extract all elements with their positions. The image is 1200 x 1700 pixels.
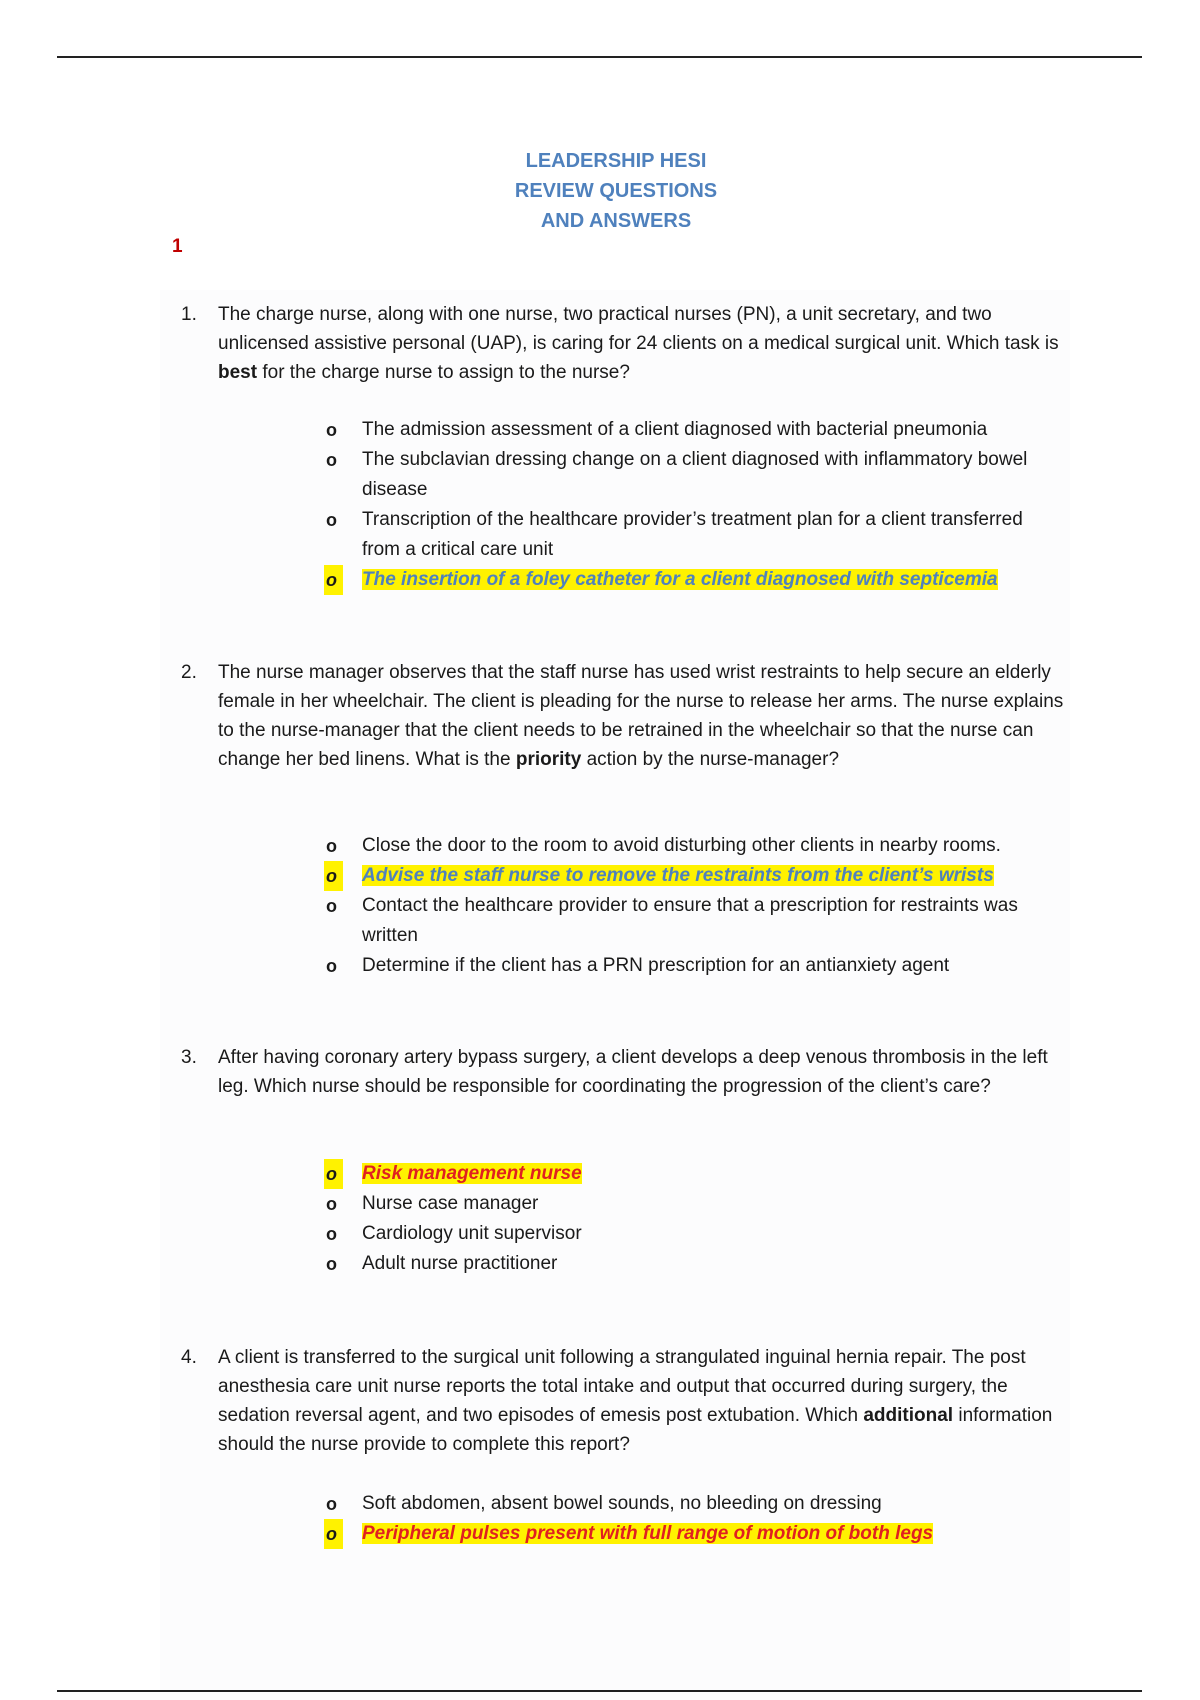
option-a[interactable] [326,1489,1066,1519]
bullet-icon: o [326,956,337,976]
question-text [218,300,1068,387]
bottom-rule [57,1690,1142,1692]
question-keyword: best [218,362,258,383]
bullet-icon: o [326,450,337,470]
question-3-options [326,1159,1066,1279]
option-text: Nurse case manager [362,1193,539,1214]
question-text-pre: The charge nurse, along with one nurse, two practical nurses (PN), a unit secretary, and two unlicensed assistive personal (UAP), is caring for 24 clients on a medical surgical unit. Which task is [218,304,1059,354]
bullet-icon: o [324,565,343,595]
option-text: Contact the healthcare provider to ensure that a prescription for restraints was written [362,895,1018,946]
option-a[interactable] [326,831,1066,861]
option-b-correct[interactable] [326,1519,1066,1549]
option-d[interactable] [326,951,1066,981]
top-rule [57,56,1142,58]
bullet-icon: o [326,1494,337,1514]
option-text: Risk management nurse [362,1163,582,1184]
option-text: Close the door to the room to avoid disturbing other clients in nearby rooms. [362,835,1001,856]
option-c[interactable] [326,1219,1066,1249]
title-line-2: REVIEW QUESTIONS [514,180,718,202]
option-c[interactable] [326,505,1066,565]
question-number: 2. [181,662,197,683]
option-text: Transcription of the healthcare provider’s treatment plan for a client transferred from a critical care unit [362,509,1023,560]
bullet-icon: o [326,1254,337,1274]
title-line-3: AND ANSWERS [540,210,692,232]
question-number: 4. [181,1347,197,1368]
question-text [218,1343,1068,1459]
question-text-pre: A client is transferred to the surgical unit following a strangulated inguinal hernia repair. The post anesthesia care unit nurse reports the total intake and output that occurred during surgery, the sedation reversal agent, and two episodes of emesis post extubation. Which [218,1347,1026,1426]
question-keyword: additional [863,1405,954,1426]
option-text: The subclavian dressing change on a client diagnosed with inflammatory bowel disease [362,449,1028,500]
document-title [0,146,1200,236]
option-a[interactable] [326,415,1066,445]
option-a-correct[interactable] [326,1159,1066,1189]
question-text-post: information should the nurse provide to complete this report? [218,1405,1053,1455]
question-text-post: action by the nurse-manager? [581,749,840,770]
question-2-options [326,831,1066,981]
option-text: The insertion of a foley catheter for a client diagnosed with septicemia [362,569,998,590]
bullet-icon: o [324,861,343,891]
option-b[interactable] [326,445,1066,505]
bullet-icon: o [326,510,337,530]
question-text-pre: After having coronary artery bypass surgery, a client develops a deep venous thrombosis in the left leg. Which nurse should be responsible for coordinating the progression of the client’s care? [218,1047,1048,1097]
option-text: Adult nurse practitioner [362,1253,558,1274]
question-4-options [326,1489,1066,1549]
option-text: Soft abdomen, absent bowel sounds, no bleeding on dressing [362,1493,882,1514]
question-number: 1. [181,304,197,325]
option-c[interactable] [326,891,1066,951]
page-marker: 1 [172,236,183,257]
bullet-icon: o [324,1159,343,1189]
option-b-correct[interactable] [326,861,1066,891]
bullet-icon: o [326,1224,337,1244]
question-1-options [326,415,1066,595]
question-text-post: for the charge nurse to assign to the nurse? [257,362,630,383]
option-text: Advise the staff nurse to remove the restraints from the client’s wrists [362,865,994,886]
question-text-pre: The nurse manager observes that the staff nurse has used wrist restraints to help secure an elderly female in her wheelchair. The client is pleading for the nurse to release her arms. The nurse explains to the nurse-manager that the client needs to be retrained in the wheelchair so that the nurse can change her bed linens. What is the [218,662,1064,770]
title-line-1: LEADERSHIP HESI [525,150,707,172]
bullet-icon: o [326,420,337,440]
question-keyword: priority [515,749,582,770]
bullet-icon: o [326,836,337,856]
question-text [218,658,1068,774]
option-text: Cardiology unit supervisor [362,1223,582,1244]
option-d-correct[interactable] [326,565,1066,595]
option-text: The admission assessment of a client diagnosed with bacterial pneumonia [362,419,988,440]
bullet-icon: o [326,1194,337,1214]
bullet-icon: o [324,1519,343,1549]
option-text: Peripheral pulses present with full range of motion of both legs [362,1523,934,1544]
option-d[interactable] [326,1249,1066,1279]
option-b[interactable] [326,1189,1066,1219]
question-number: 3. [181,1047,197,1068]
option-text: Determine if the client has a PRN prescription for an antianxiety agent [362,955,950,976]
question-text [218,1043,1068,1101]
bullet-icon: o [326,896,337,916]
